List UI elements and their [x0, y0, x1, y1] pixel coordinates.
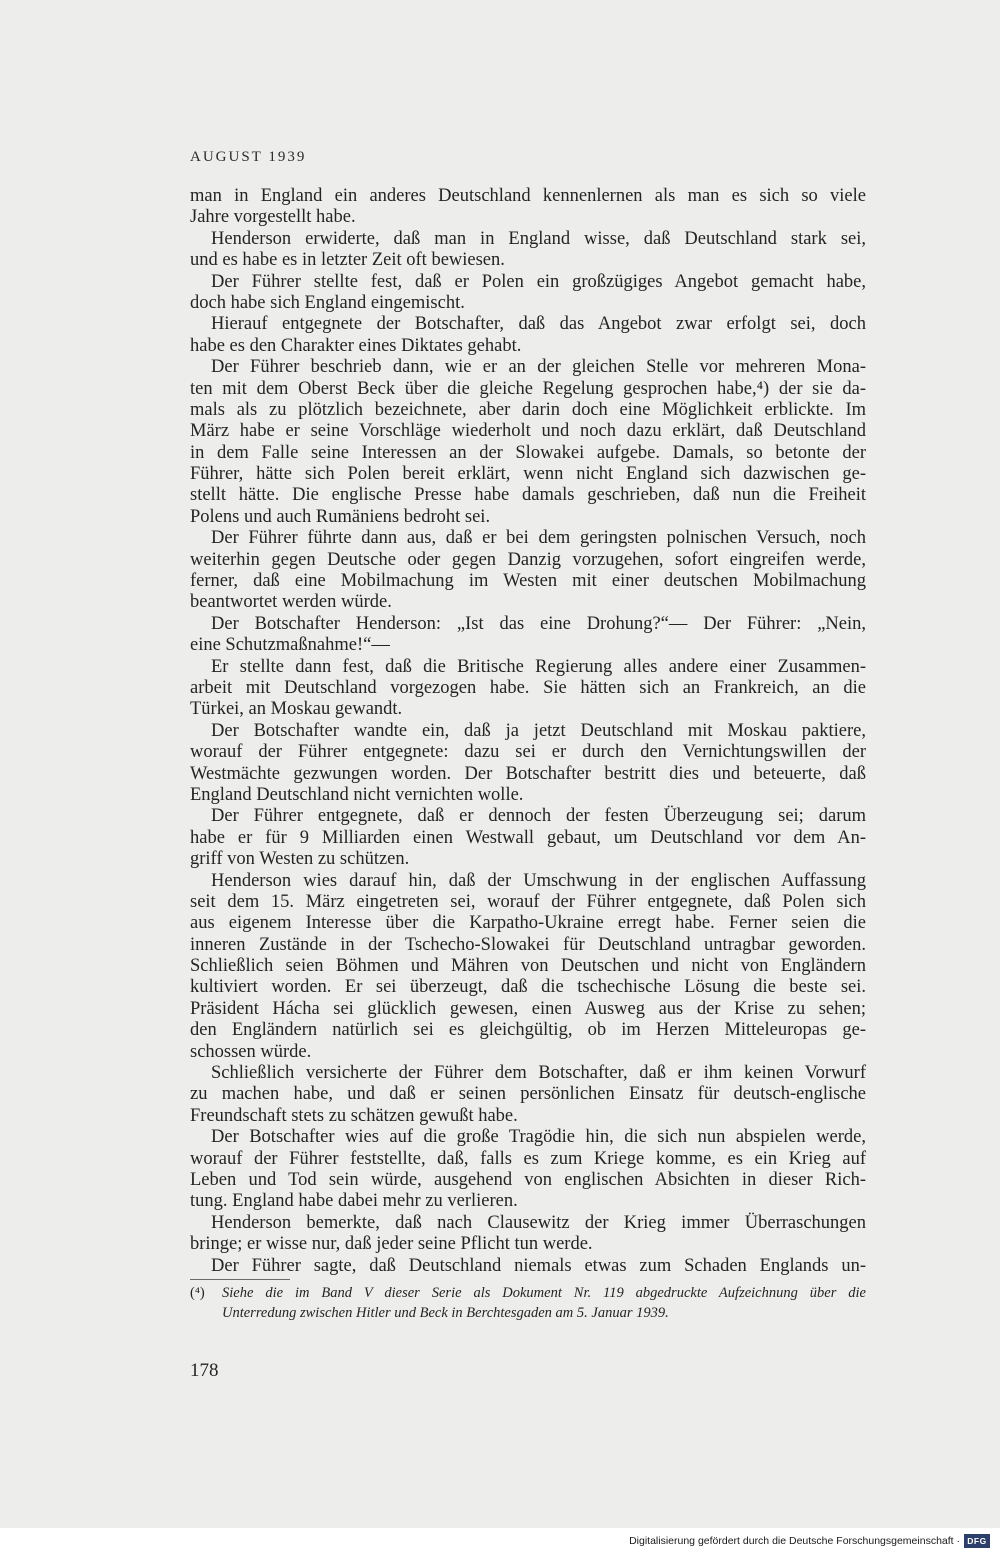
dfg-logo-icon: DFG: [964, 1534, 990, 1548]
text-line: Jahre vorgestellt habe.: [190, 207, 356, 228]
text-line: aus eigenem Interesse über die Karpatho-Ukraine erregt habe. Ferner seien die: [190, 913, 866, 934]
text-line: zu machen habe, und daß er seinen persönlichen Einsatz für deutsch-englische: [190, 1084, 866, 1105]
text-line: arbeit mit Deutschland vorgezogen habe. Sie hätten sich an Frankreich, an die: [190, 677, 866, 698]
text-line: Der Führer führte dann aus, daß er bei dem geringsten polnischen Versuch, noch: [211, 528, 866, 549]
paragraph: [190, 721, 866, 807]
text-line: mals als zu plötzlich bezeichnete, aber darin doch eine Möglichkeit erblickte. Im: [190, 399, 866, 420]
paragraph: [190, 1127, 866, 1213]
text-line: schossen würde.: [190, 1041, 312, 1062]
text-line: Der Führer entgegnete, daß er dennoch der festen Überzeugung sei; darum: [211, 806, 866, 827]
footnote: [190, 1283, 866, 1323]
text-line: Der Botschafter wandte ein, daß ja jetzt Deutschland mit Moskau paktiere,: [211, 720, 866, 741]
text-line: Er stellte dann fest, daß die Britische Regierung alles andere einer Zusammen-: [211, 656, 866, 677]
paragraph: [190, 186, 866, 229]
text-line: Der Führer stellte fest, daß er Polen ein großzügiges Angebot gemacht habe,: [211, 271, 866, 292]
text-line: Henderson bemerkte, daß nach Clausewitz der Krieg immer Überraschungen: [211, 1212, 866, 1233]
text-line: habe es den Charakter eines Diktates gehabt.: [190, 335, 522, 356]
text-line: beantwortet werden würde.: [190, 592, 392, 613]
text-line: worauf der Führer entgegnete: dazu sei er durch den Vernichtungswillen der: [190, 742, 866, 763]
paragraph: [190, 1063, 866, 1127]
text-line: Henderson wies darauf hin, daß der Umschwung in der englischen Auffassung: [211, 870, 866, 891]
text-line: Westmächte gezwungen worden. Der Botschafter bestritt dies und beteuerte, daß: [190, 763, 866, 784]
page-number: 178: [190, 1360, 219, 1381]
text-line: Schließlich seien Böhmen und Mähren von Deutschen und nicht von Engländern: [190, 956, 866, 977]
text-line: Der Führer sagte, daß Deutschland niemals etwas zum Schaden Englands un-: [211, 1255, 866, 1276]
footnote-marker: (⁴): [190, 1285, 205, 1301]
text-line: in dem Falle seine Interessen an der Slowakei aufgebe. Damals, so betonte der: [190, 442, 866, 463]
text-line: griff von Westen zu schützen.: [190, 849, 410, 870]
text-line: Freundschaft stets zu schätzen gewußt habe.: [190, 1105, 518, 1126]
paragraph: [190, 229, 866, 272]
text-line: worauf der Führer feststellte, daß, falls es zum Kriege komme, es ein Krieg auf: [190, 1148, 866, 1169]
text-line: England Deutschland nicht vernichten wolle.: [190, 784, 524, 805]
text-line: Leben und Tod sein würde, ausgehend von englischen Absichten in dieser Rich-: [190, 1169, 866, 1190]
text-line: Polens und auch Rumäniens bedroht sei.: [190, 506, 491, 527]
footnote-rule: [190, 1279, 290, 1280]
text-line: seit dem 15. März eingetreten sei, worauf der Führer entgegnete, daß Polen sich: [190, 891, 866, 912]
digitization-credit: Digitalisierung gefördert durch die Deutsche Forschungsgemeinschaft ·: [629, 1535, 960, 1547]
text-line: weiterhin gegen Deutsche oder gegen Danzig vorzugehen, sofort eingreifen werde,: [190, 549, 866, 570]
footnote-line: Unterredung zwischen Hitler und Beck in Berchtesgaden am 5. Januar 1939.: [222, 1305, 669, 1321]
text-line: Türkei, an Moskau gewandt.: [190, 699, 403, 720]
text-line: Schließlich versicherte der Führer dem Botschafter, daß er ihm keinen Vorwurf: [211, 1063, 866, 1084]
text-line: Hierauf entgegnete der Botschafter, daß das Angebot zwar erfolgt sei, doch: [211, 314, 866, 335]
text-line: Der Führer beschrieb dann, wie er an der gleichen Stelle vor mehreren Mona-: [211, 357, 866, 378]
text-line: habe er für 9 Milliarden einen Westwall gebaut, um Deutschland vor dem An-: [190, 827, 866, 848]
text-line: stellt hätte. Die englische Presse habe damals geschrieben, daß nun die Freiheit: [190, 485, 866, 506]
text-line: doch habe sich England eingemischt.: [190, 292, 465, 313]
footnote-text: [222, 1283, 866, 1323]
text-line: März habe er seine Vorschläge wiederholt und noch dazu erklärt, daß Deutschland: [190, 421, 866, 442]
text-line: Henderson erwiderte, daß man in England wisse, daß Deutschland stark sei,: [211, 228, 866, 249]
digitization-credit-bar: [0, 1528, 1000, 1554]
main-text: [190, 186, 866, 1277]
text-line: eine Schutzmaßnahme!“—: [190, 635, 390, 656]
text-line: und es habe es in letzter Zeit oft bewiesen.: [190, 250, 505, 271]
text-line: Der Botschafter Henderson: „Ist das eine Drohung?“— Der Führer: „Nein,: [211, 613, 866, 634]
text-line: bringe; er wisse nur, daß jeder seine Pflicht tun werde.: [190, 1234, 593, 1255]
footnote-line: Siehe die im Band V dieser Serie als Dokument Nr. 119 abgedruckte Aufzeichnung über die: [222, 1285, 866, 1301]
text-line: Präsident Hácha sei glücklich gewesen, einen Ausweg aus der Krise zu sehen;: [190, 998, 866, 1019]
text-line: Führer, hätte sich Polen bereit erklärt, wenn nicht England sich dazwischen ge-: [190, 464, 866, 485]
paragraph: [190, 357, 866, 528]
text-line: ten mit dem Oberst Beck über die gleiche Regelung gesprochen habe,⁴) der sie da-: [190, 378, 866, 399]
text-line: den Engländern natürlich sei es gleichgültig, ob im Herzen Mitteleuropas ge-: [190, 1020, 866, 1041]
paragraph: [190, 272, 866, 315]
paragraph: [190, 614, 866, 657]
text-line: inneren Zustände in der Tschecho-Slowakei für Deutschland untragbar geworden.: [190, 934, 866, 955]
paragraph: [190, 528, 866, 614]
paragraph: [190, 657, 866, 721]
text-line: man in England ein anderes Deutschland kennenlernen als man es sich so viele: [190, 186, 866, 206]
text-line: Der Botschafter wies auf die große Tragödie hin, die sich nun abspielen werde,: [211, 1127, 866, 1148]
text-line: tung. England habe dabei mehr zu verlieren.: [190, 1191, 518, 1212]
paragraph: [190, 806, 866, 870]
paragraph: [190, 1213, 866, 1256]
paragraph: [190, 1256, 866, 1277]
paragraph: [190, 314, 866, 357]
text-line: ferner, daß eine Mobilmachung im Westen mit einer deutschen Mobilmachung: [190, 571, 866, 592]
text-line: kultiviert worden. Er sei überzeugt, daß die tschechische Lösung die beste sei.: [190, 977, 866, 998]
running-head: AUGUST 1939: [190, 149, 307, 165]
paragraph: [190, 871, 866, 1064]
